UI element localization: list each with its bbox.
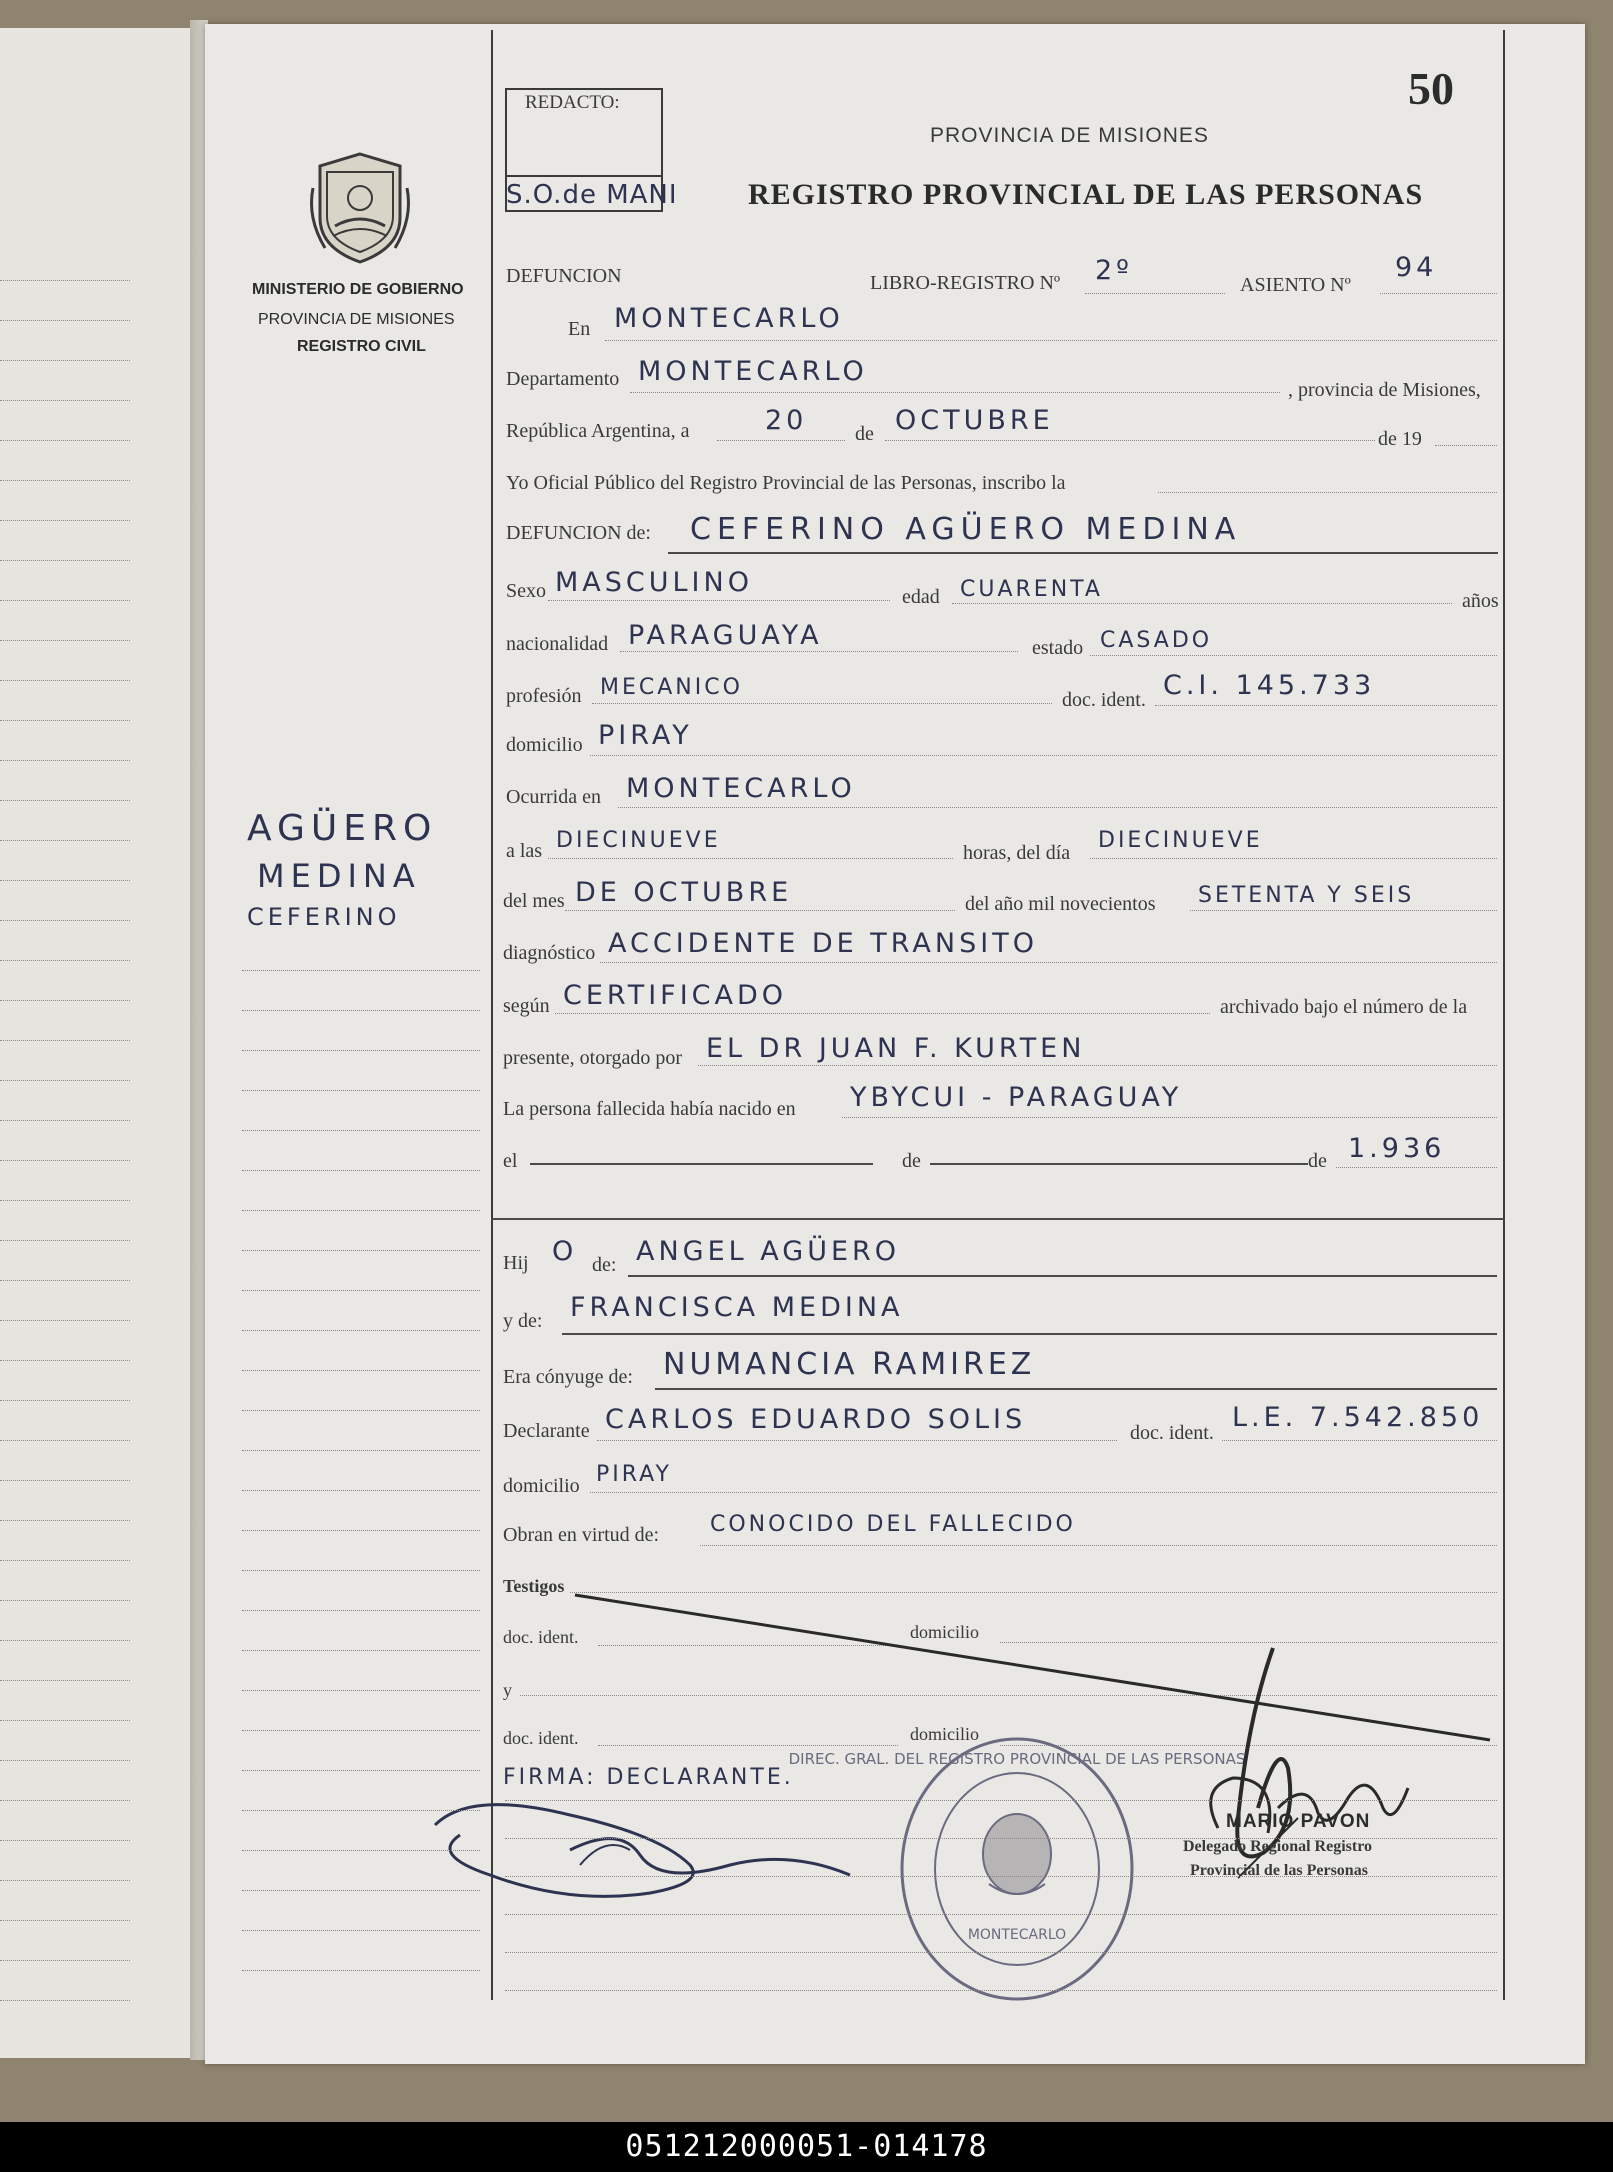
departamento-value: MONTECARLO (638, 356, 868, 387)
left-page-rule (0, 1840, 130, 1841)
left-page-rule (0, 400, 130, 401)
profesion-line (592, 703, 1052, 704)
left-page-rule (0, 280, 130, 281)
oficial-text: Yo Oficial Público del Registro Provincial de las Personas, inscribo la (506, 472, 1066, 494)
signature-rule (505, 1952, 1497, 1953)
province-line: PROVINCIA DE MISIONES (258, 311, 455, 328)
declarant-signature (430, 1795, 870, 1905)
conyuge-value: NUMANCIA RAMIREZ (663, 1347, 1036, 1382)
registrar-name: MARIO PAVON (1226, 1811, 1371, 1832)
margin-rule (242, 1690, 480, 1691)
hijo-suffix: O (552, 1236, 578, 1267)
conyuge-line (655, 1388, 1497, 1390)
doc-line (1155, 705, 1497, 706)
departamento-line (630, 392, 1280, 393)
edad-label: edad (902, 586, 940, 608)
father-value: ANGEL AGÜERO (636, 1236, 901, 1267)
libro-line (1085, 293, 1225, 294)
left-page-rule (0, 1560, 130, 1561)
left-page-rule (0, 320, 130, 321)
left-page-rule (0, 840, 130, 841)
left-page-rule (0, 880, 130, 881)
obran-label: Obran en virtud de: (503, 1524, 660, 1546)
a-las-label: a las (506, 840, 543, 862)
left-page-rule (0, 1440, 130, 1441)
left-page-rule (0, 720, 130, 721)
left-page-rule (0, 2000, 130, 2001)
testigo1-domicilio-label: domicilio (910, 1622, 979, 1642)
en-label: En (568, 318, 591, 340)
registrar-title-line2: Provincial de las Personas (1190, 1862, 1368, 1879)
del-mes-label: del mes (503, 890, 565, 912)
margin-rule (242, 1370, 480, 1371)
left-page-rule (0, 360, 130, 361)
diagnostico-value: ACCIDENTE DE TRANSITO (608, 928, 1038, 959)
y-label: y (503, 1680, 512, 1700)
margin-rule (242, 1610, 480, 1611)
seal-place: MONTECARLO (967, 1927, 1067, 1943)
de2-line (930, 1163, 1308, 1165)
profesion-label: profesión (506, 685, 582, 707)
a-las-value: DIECINUEVE (556, 828, 721, 853)
left-page-rule (0, 1240, 130, 1241)
nacionalidad-value: PARAGUAYA (628, 620, 823, 651)
redacto-label: REDACTO: (525, 92, 620, 113)
left-page-rule (0, 1080, 130, 1081)
left-page-rule (0, 1800, 130, 1801)
month-line (885, 440, 1375, 441)
profesion-value: MECANICO (600, 675, 743, 700)
section-divider (491, 1218, 1505, 1220)
doc-value: C.I. 145.733 (1163, 670, 1376, 701)
margin-rule (242, 1810, 480, 1811)
left-page (0, 28, 192, 2058)
margin-surname: AGÜERO (247, 808, 438, 849)
domicilio-value: PIRAY (598, 720, 693, 751)
signature-rule (505, 1914, 1497, 1915)
margin-rule (242, 1330, 480, 1331)
month-value: OCTUBRE (895, 405, 1054, 436)
left-page-rule (0, 520, 130, 521)
father-de-label: de: (592, 1254, 617, 1276)
margin-rule (242, 1490, 480, 1491)
estado-line (1090, 655, 1497, 656)
left-page-rule (0, 1680, 130, 1681)
margin-rule (242, 1250, 480, 1251)
declarante-doc-value: L.E. 7.542.850 (1232, 1402, 1484, 1433)
left-page-rule (0, 960, 130, 961)
margin-rule (242, 1410, 480, 1411)
province-heading: PROVINCIA DE MISIONES (930, 124, 1209, 147)
provincia-suffix: , provincia de Misiones, (1288, 379, 1481, 401)
edad-value: CUARENTA (960, 577, 1103, 602)
sexo-label: Sexo (506, 580, 546, 602)
obran-line (700, 1545, 1497, 1546)
declarante-doc-line (1222, 1440, 1497, 1441)
father-line (628, 1275, 1497, 1277)
left-page-rule (0, 1120, 130, 1121)
left-page-rule (0, 760, 130, 761)
left-page-rule (0, 1480, 130, 1481)
testigo2-domicilio-label: domicilio (910, 1724, 979, 1744)
obran-value: CONOCIDO DEL FALLECIDO (710, 1512, 1076, 1537)
seal-text: DIREC. GRAL. DEL REGISTRO PROVINCIAL DE LAS PERSONAS (788, 1750, 1246, 1768)
mother-de-label: y de: (503, 1310, 543, 1332)
presente-label: presente, otorgado por (503, 1047, 683, 1069)
declarante-domicilio-line (590, 1492, 1497, 1493)
day-line (717, 440, 845, 441)
document-id: 051212000051-014178 (625, 2129, 988, 2164)
margin-rule (242, 970, 480, 971)
margin-rule (242, 1770, 480, 1771)
registry-seal-stamp (788, 1734, 1246, 2004)
firma-label: FIRMA: DECLARANTE. (503, 1765, 794, 1790)
archivado-label: archivado bajo el número de la (1220, 996, 1468, 1018)
left-page-rule (0, 1280, 130, 1281)
registrar-title-line1: Delegado Regional Registro (1183, 1838, 1373, 1855)
libro-value: 2º (1095, 255, 1133, 286)
en-line (605, 340, 1497, 341)
signature-rule (505, 1876, 1497, 1877)
margin-rule (242, 1530, 480, 1531)
anos-label: años (1462, 590, 1499, 612)
diagnostico-label: diagnóstico (503, 942, 596, 964)
year-line (1435, 445, 1497, 446)
mother-line (562, 1333, 1497, 1335)
left-page-rule (0, 1040, 130, 1041)
margin-rule (242, 1850, 480, 1851)
declarante-value: CARLOS EDUARDO SOLIS (605, 1404, 1027, 1435)
asiento-line (1380, 293, 1497, 294)
registro-civil-line: REGISTRO CIVIL (297, 338, 426, 355)
left-page-rule (0, 600, 130, 601)
testigos-label: Testigos (503, 1576, 565, 1596)
mes-value: DE OCTUBRE (575, 877, 793, 908)
mes-line (565, 910, 955, 911)
ministry-line: MINISTERIO DE GOBIERNO (252, 281, 464, 298)
right-frame-line (1503, 30, 1505, 2000)
margin-rule (242, 1290, 480, 1291)
ocurrida-value: MONTECARLO (626, 773, 856, 804)
mother-value: FRANCISCA MEDINA (570, 1292, 904, 1323)
year-label: de 19 (1378, 428, 1422, 450)
declarante-doc-label: doc. ident. (1130, 1422, 1214, 1444)
testigo2-doc-label: doc. ident. (503, 1728, 579, 1748)
nacido-line (842, 1117, 1497, 1118)
presente-line (698, 1065, 1497, 1066)
oficial-line (1158, 492, 1497, 493)
defuncion-label: DEFUNCION (506, 265, 622, 287)
left-page-rule (0, 1600, 130, 1601)
left-page-rule (0, 1160, 130, 1161)
horas-label: horas, del día (963, 842, 1071, 864)
libro-label: LIBRO-REGISTRO Nº (870, 272, 1061, 294)
left-page-rule (0, 1000, 130, 1001)
left-page-rule (0, 1520, 130, 1521)
ocurrida-label: Ocurrida en (506, 786, 601, 808)
left-page-rule (0, 1880, 130, 1881)
domicilio-label: domicilio (506, 734, 583, 756)
margin-divider-line (491, 30, 493, 2000)
margin-rule (242, 1730, 480, 1731)
left-page-rule (0, 440, 130, 441)
nacionalidad-line (620, 651, 1018, 652)
deceased-name: CEFERINO AGÜERO MEDINA (690, 512, 1242, 547)
presente-value: EL DR JUAN F. KURTEN (706, 1033, 1086, 1064)
a-las-line (548, 858, 953, 859)
conyuge-label: Era cónyuge de: (503, 1366, 633, 1388)
dia-value: DIECINUEVE (1098, 828, 1263, 853)
provincial-coat-of-arms-icon (305, 148, 415, 268)
left-page-rule (0, 1200, 130, 1201)
de3-label: de (1308, 1150, 1327, 1172)
edad-line (952, 603, 1452, 604)
left-page-rule (0, 1720, 130, 1721)
declarante-line (597, 1440, 1117, 1441)
margin-rule (242, 1890, 480, 1891)
testigo1-doc-label: doc. ident. (503, 1627, 579, 1647)
hijo-label: Hij (503, 1252, 529, 1274)
en-value: MONTECARLO (614, 303, 844, 334)
margin-rule (242, 1970, 480, 1971)
estado-label: estado (1032, 637, 1084, 659)
page-number: 50 (1408, 63, 1454, 114)
segun-line (555, 1013, 1210, 1014)
redacto-value: S.O.de MANI (506, 180, 678, 210)
anio-label: del año mil novecientos (965, 893, 1156, 915)
estado-value: CASADO (1100, 628, 1213, 653)
left-page-rule (0, 1400, 130, 1401)
departamento-label: Departamento (506, 368, 620, 390)
margin-given-name: CEFERINO (247, 903, 401, 931)
left-page-rule (0, 1320, 130, 1321)
left-page-rule (0, 1760, 130, 1761)
margin-rule (242, 1930, 480, 1931)
margin-rule (242, 1210, 480, 1211)
de-label: de (855, 423, 874, 445)
margin-rule (242, 1010, 480, 1011)
signature-rule (505, 1800, 1497, 1801)
doc-label: doc. ident. (1062, 689, 1146, 711)
declarante-domicilio-value: PIRAY (596, 1462, 672, 1487)
margin-rule (242, 1090, 480, 1091)
left-page-rule (0, 560, 130, 561)
declarante-label: Declarante (503, 1420, 590, 1442)
signature-rule (505, 1838, 1497, 1839)
margin-rule (242, 1570, 480, 1571)
nacido-label: La persona fallecida había nacido en (503, 1098, 796, 1120)
birth-year-value: 1.936 (1348, 1133, 1446, 1164)
segun-label: según (503, 995, 550, 1017)
left-page-rule (0, 1920, 130, 1921)
deceased-line (668, 552, 1498, 554)
margin-rule (242, 1050, 480, 1051)
declarante-domicilio-label: domicilio (503, 1475, 580, 1497)
dia-line (1090, 858, 1497, 859)
anio-line (1190, 910, 1497, 911)
ocurrida-line (618, 807, 1497, 808)
el-label: el (503, 1150, 518, 1172)
left-page-rule (0, 480, 130, 481)
el-line (530, 1163, 873, 1165)
margin-rule (242, 1170, 480, 1171)
nacionalidad-label: nacionalidad (506, 633, 609, 655)
left-page-rule (0, 680, 130, 681)
sexo-value: MASCULINO (555, 567, 753, 598)
left-page-rule (0, 1640, 130, 1641)
left-page-rule (0, 920, 130, 921)
defuncion-de-label: DEFUNCION de: (506, 522, 651, 544)
day-value: 20 (765, 405, 808, 436)
margin-rule (242, 1450, 480, 1451)
margin-rule (242, 1130, 480, 1131)
anio-value: SETENTA Y SEIS (1198, 883, 1415, 908)
de2-label: de (902, 1150, 921, 1172)
left-page-rule (0, 1360, 130, 1361)
segun-value: CERTIFICADO (563, 980, 788, 1011)
registry-title: REGISTRO PROVINCIAL DE LAS PERSONAS (748, 178, 1424, 211)
sexo-line (548, 600, 890, 601)
left-page-rule (0, 800, 130, 801)
domicilio-line (590, 755, 1497, 756)
redacto-divider (505, 175, 661, 177)
nacido-value: YBYCUI - PARAGUAY (850, 1082, 1183, 1113)
diagnostico-line (600, 962, 1497, 963)
republica-label: República Argentina, a (506, 420, 690, 442)
margin-surname2: MEDINA (257, 857, 421, 895)
left-page-rule (0, 640, 130, 641)
asiento-value: 94 (1395, 252, 1438, 283)
margin-rule (242, 1650, 480, 1651)
asiento-label: ASIENTO Nº (1240, 274, 1351, 296)
left-page-rule (0, 1960, 130, 1961)
birth-year-line (1336, 1167, 1497, 1168)
signature-rule (505, 1990, 1497, 1991)
